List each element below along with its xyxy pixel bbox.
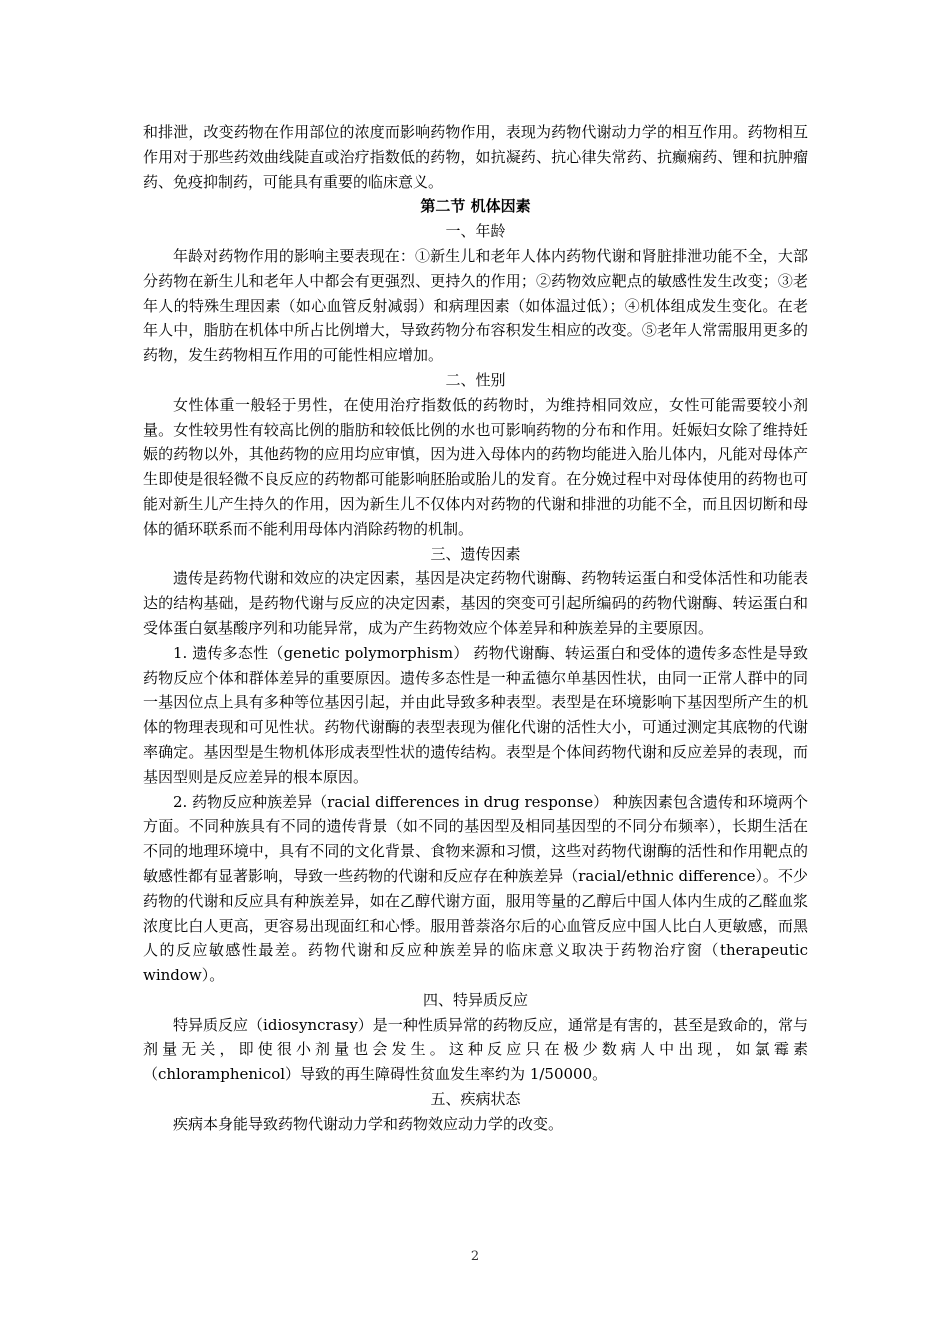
subsection-title-idiosyncrasy: 四、特异质反应	[422, 990, 528, 1009]
paragraph-racial-differences: 2. 药物反应种族差异（racial differences in drug response） 种族因素包含遗传和环境两个方面。不同种族具有不同的遗传背景（如不同的基因型及相同基因型的不同分布频率），长期生活在不同的地理环境中，具有不同的文化背景、食物来源和习惯，这些对药物代谢酶的活性和作用靶点的敏感性都有显著影响，导致一些药物的代谢和反应存在种族差异（racial/ethnic difference）。不少药物的代谢和反应具有种族差异，如在乙醇代谢方面，服用等量的乙醇后中国人体内生成的乙醛血浆浓度比白人更高，更容易出现面红和心悸。服用普萘洛尔后的心血管反应中国人比白人更敏感，而黑人的反应敏感性最差。药物代谢和反应种族差异的临床意义取决于药物治疗窗（therapeutic window）。	[143, 792, 808, 985]
intro-paragraph: 和排泄，改变药物在作用部位的浓度而影响药物作用，表现为药物代谢动力学的相互作用。药物相互作用对于那些药效曲线陡直或治疗指数低的药物，如抗凝药、抗心律失常药、抗癫痫药、锂和抗肿瘤药、免疫抑制药，可能具有重要的临床意义。	[143, 123, 808, 191]
page-number: 2	[470, 1249, 480, 1264]
paragraph-idiosyncrasy: 特异质反应（idiosyncrasy）是一种性质异常的药物反应，通常是有害的，甚至是致命的，常与剂量无关，即使很小剂量也会发生。这种反应只在极少数病人中出现，如氯霉素（chloramphenicol）导致的再生障碍性贫血发生率约为 1/50000。	[143, 1015, 808, 1084]
paragraph-genetic-polymorphism: 1. 遗传多态性（genetic polymorphism） 药物代谢酶、转运蛋白和受体的遗传多态性是导致药物反应个体和群体差异的重要原因。遗传多态性是一种孟德尔单基因性状，由同一正常人群中的同一基因位点上具有多种等位基因引起，并由此导致多种表型。表型是在环境影响下基因型所产生的机体的物理表现和可见性状。药物代谢酶的表型表现为催化代谢的活性大小，可通过测定其底物的代谢率确定。基因型是生物机体形成表型性状的遗传结构。表型是个体间药物代谢和反应差异的表现，而基因型则是反应差异的根本原因。	[143, 643, 808, 786]
subsection-title-disease: 五、疾病状态	[430, 1090, 521, 1109]
paragraph-genetics: 遗传是药物代谢和效应的决定因素，基因是决定药物代谢酶、药物转运蛋白和受体活性和功能表达的结构基础，是药物代谢与反应的决定因素，基因的突变可引起所编码的药物代谢酶、转运蛋白和受体蛋白氨基酸序列和功能异常，成为产生药物效应个体差异和种族差异的主要原因。	[143, 569, 808, 637]
subsection-title-genetics: 三、遗传因素	[430, 544, 521, 563]
page-content	[143, 120, 808, 1137]
paragraph-sex: 女性体重一般轻于男性，在使用治疗指数低的药物时，为维持相同效应，女性可能需要较小剂量。女性较男性有较高比例的脂肪和较低比例的水也可影响药物的分布和作用。妊娠妇女除了维持妊娠的药物以外，其他药物的应用均应审慎，因为进入母体内的药物均能进入胎儿体内，凡能对母体产生即使是很轻微不良反应的药物都可能影响胚胎或胎儿的发育。在分娩过程中对母体使用的药物也可能对新生儿产生持久的作用，因为新生儿不仅体内对药物的代谢和排泄的功能不全，而且因切断和母体的循环联系而不能利用母体内消除药物的机制。	[143, 395, 808, 538]
paragraph-age: 年龄对药物作用的影响主要表现在：①新生儿和老年人体内药物代谢和肾脏排泄功能不全，大部分药物在新生儿和老年人中都会有更强烈、更持久的作用；②药物效应靶点的敏感性发生改变；③老年人的特殊生理因素（如心血管反射减弱）和病理因素（如体温过低）；④机体组成发生变化。在老年人中，脂肪在机体中所占比例增大，导致药物分布容积发生相应的改变。⑤老年人常需服用更多的药物，发生药物相互作用的可能性相应增加。	[143, 246, 808, 365]
section-title: 第二节 机体因素	[420, 197, 531, 216]
subsection-title-age: 一、年龄	[445, 222, 506, 241]
paragraph-disease: 疾病本身能导致药物代谢动力学和药物效应动力学的改变。	[173, 1114, 564, 1133]
subsection-title-sex: 二、性别	[445, 370, 506, 389]
